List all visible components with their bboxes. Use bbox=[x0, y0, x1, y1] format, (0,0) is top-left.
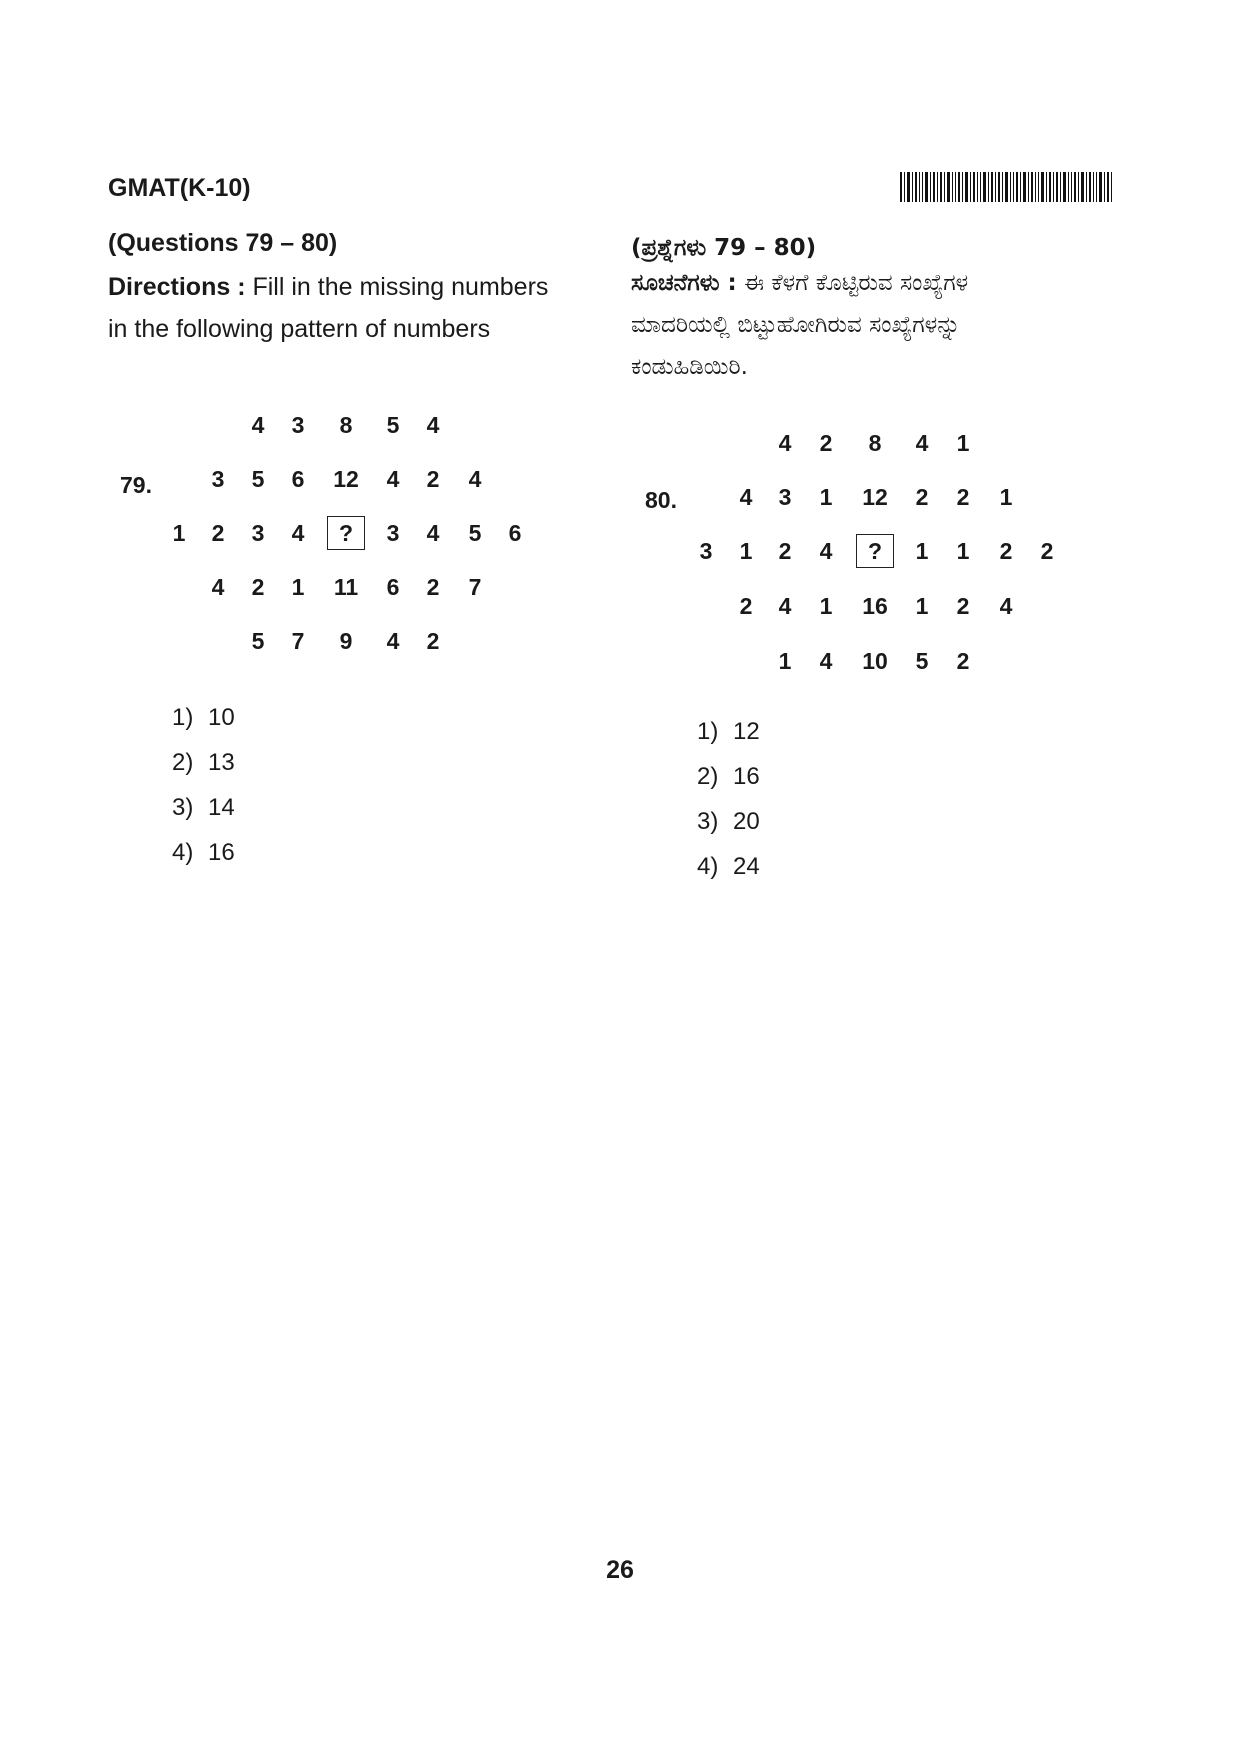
q79-pattern-number: 2 bbox=[426, 466, 440, 492]
q80-pattern-number: 1 bbox=[999, 484, 1013, 510]
exam-code: GMAT(K-10) bbox=[108, 174, 251, 202]
q79-option-4[interactable] bbox=[172, 839, 235, 884]
q79-pattern-number: 2 bbox=[251, 574, 265, 600]
q80-pattern-number: 4 bbox=[778, 593, 792, 619]
q80-pattern-number: 12 bbox=[862, 484, 888, 510]
q79-pattern-number: 9 bbox=[339, 628, 353, 654]
q80-pattern-number: 1 bbox=[739, 538, 753, 564]
directions-label-kn: ಸೂಚನೆಗಳು : bbox=[631, 270, 737, 296]
q80-pattern-number: 3 bbox=[778, 484, 792, 510]
option-number: 2) bbox=[697, 763, 719, 790]
q79-pattern-number: 4 bbox=[426, 520, 440, 546]
q79-pattern-number: 5 bbox=[468, 520, 482, 546]
q79-pattern-number: 11 bbox=[333, 574, 359, 600]
option-text: 24 bbox=[733, 853, 760, 880]
q80-pattern-number: 1 bbox=[915, 538, 929, 564]
q80-pattern-number: 2 bbox=[739, 593, 753, 619]
directions-text-kn-3: ಕಂಡುಹಿಡಿಯಿರಿ. bbox=[631, 354, 748, 380]
q80-pattern-number: 3 bbox=[699, 538, 713, 564]
q80-option-3[interactable] bbox=[697, 808, 760, 853]
option-text: 12 bbox=[733, 718, 760, 745]
option-text: 14 bbox=[208, 794, 235, 821]
questions-heading-en: (Questions 79 – 80) bbox=[108, 229, 338, 257]
directions-label-en: Directions : bbox=[108, 273, 246, 301]
option-number: 4) bbox=[172, 839, 194, 866]
q79-pattern-number: 4 bbox=[386, 466, 400, 492]
option-text: 20 bbox=[733, 808, 760, 835]
q80-pattern-number: 1 bbox=[778, 648, 792, 674]
q80-pattern-number: 4 bbox=[778, 430, 792, 456]
q79-pattern-number: 3 bbox=[386, 520, 400, 546]
q80-pattern-number: 2 bbox=[956, 593, 970, 619]
q80-pattern-number: 1 bbox=[915, 593, 929, 619]
directions-kn-line1 bbox=[631, 262, 1121, 304]
q80-option-2[interactable] bbox=[697, 763, 760, 808]
q79-pattern-number: 4 bbox=[426, 412, 440, 438]
question-80-number: 80. bbox=[645, 487, 677, 513]
question-79-options bbox=[172, 704, 235, 884]
q80-pattern-number: 4 bbox=[819, 648, 833, 674]
q80-pattern-number: 2 bbox=[778, 538, 792, 564]
directions-text-kn-1: ಈ ಕೆಳಗೆ ಕೊಟ್ಟಿರುವ ಸಂಖ್ಯೆಗಳ bbox=[736, 270, 969, 296]
q80-pattern-number: 4 bbox=[819, 538, 833, 564]
q79-pattern-number: 6 bbox=[291, 466, 305, 492]
q79-pattern-number: 6 bbox=[386, 574, 400, 600]
q80-option-1[interactable] bbox=[697, 718, 760, 763]
q80-pattern-number: 4 bbox=[999, 593, 1013, 619]
question-80-options bbox=[697, 718, 760, 898]
q80-pattern-number: 2 bbox=[956, 484, 970, 510]
option-text: 13 bbox=[208, 749, 235, 776]
q80-pattern-number: 5 bbox=[915, 648, 929, 674]
q79-pattern-number: 7 bbox=[291, 628, 305, 654]
q80-pattern-number: 1 bbox=[956, 430, 970, 456]
barcode bbox=[900, 172, 1112, 202]
q79-pattern-number: 4 bbox=[251, 412, 265, 438]
q79-pattern-number: 5 bbox=[251, 466, 265, 492]
q79-pattern-number: 2 bbox=[211, 520, 225, 546]
q79-pattern-number: 3 bbox=[211, 466, 225, 492]
directions-text-en-2: in the following pattern of numbers bbox=[108, 315, 491, 343]
page-number: 26 bbox=[606, 1556, 634, 1584]
directions-kn bbox=[631, 262, 1121, 388]
q80-pattern-number: 8 bbox=[868, 430, 882, 456]
q79-pattern-number: 5 bbox=[251, 628, 265, 654]
q79-pattern-number: 4 bbox=[211, 574, 225, 600]
q80-pattern-number: 2 bbox=[915, 484, 929, 510]
q80-pattern-number: 2 bbox=[999, 538, 1013, 564]
q79-pattern-number: 8 bbox=[339, 412, 353, 438]
q79-pattern-number: 4 bbox=[386, 628, 400, 654]
q79-missing-number: ? bbox=[338, 520, 354, 546]
option-number: 3) bbox=[172, 794, 194, 821]
q80-pattern-number: 1 bbox=[819, 484, 833, 510]
q80-option-4[interactable] bbox=[697, 853, 760, 898]
directions-en-line1 bbox=[108, 266, 608, 308]
questions-heading-kn: (ಪ್ರಶ್ನೆಗಳು 79 – 80) bbox=[631, 235, 817, 261]
option-number: 4) bbox=[697, 853, 719, 880]
option-text: 10 bbox=[208, 704, 235, 731]
q80-missing-number: ? bbox=[867, 538, 883, 564]
q79-pattern-number: 1 bbox=[172, 520, 186, 546]
option-number: 1) bbox=[172, 704, 194, 731]
q80-pattern-number: 10 bbox=[862, 648, 888, 674]
q79-option-2[interactable] bbox=[172, 749, 235, 794]
q80-pattern-number: 1 bbox=[819, 593, 833, 619]
q79-pattern-number: 6 bbox=[508, 520, 522, 546]
q79-pattern-number: 7 bbox=[468, 574, 482, 600]
option-number: 2) bbox=[172, 749, 194, 776]
q80-pattern-number: 4 bbox=[915, 430, 929, 456]
q80-pattern-number: 2 bbox=[819, 430, 833, 456]
option-number: 1) bbox=[697, 718, 719, 745]
q79-pattern-number: 3 bbox=[251, 520, 265, 546]
q79-pattern-number: 3 bbox=[291, 412, 305, 438]
option-text: 16 bbox=[733, 763, 760, 790]
q79-option-3[interactable] bbox=[172, 794, 235, 839]
q79-pattern-number: 5 bbox=[386, 412, 400, 438]
q80-pattern-number: 4 bbox=[739, 484, 753, 510]
option-number: 3) bbox=[697, 808, 719, 835]
directions-text-kn-2: ಮಾದರಿಯಲ್ಲಿ ಬಿಟ್ಟುಹೋಗಿರುವ ಸಂಖ್ಯೆಗಳನ್ನು bbox=[631, 312, 961, 338]
q80-pattern-number: 16 bbox=[862, 593, 888, 619]
q79-pattern-number: 2 bbox=[426, 574, 440, 600]
q80-pattern-number: 2 bbox=[956, 648, 970, 674]
q79-pattern-number: 4 bbox=[468, 466, 482, 492]
q79-pattern-number: 4 bbox=[291, 520, 305, 546]
q79-pattern-number: 2 bbox=[426, 628, 440, 654]
q80-pattern-number: 2 bbox=[1040, 538, 1054, 564]
q80-pattern-number: 1 bbox=[956, 538, 970, 564]
directions-text-en-1: Fill in the missing numbers bbox=[245, 273, 549, 301]
q79-pattern-number: 1 bbox=[291, 574, 305, 600]
question-79-number: 79. bbox=[120, 472, 152, 498]
directions-en bbox=[108, 266, 608, 350]
q79-pattern-number: 12 bbox=[333, 466, 359, 492]
q79-option-1[interactable] bbox=[172, 704, 235, 749]
option-text: 16 bbox=[208, 839, 235, 866]
